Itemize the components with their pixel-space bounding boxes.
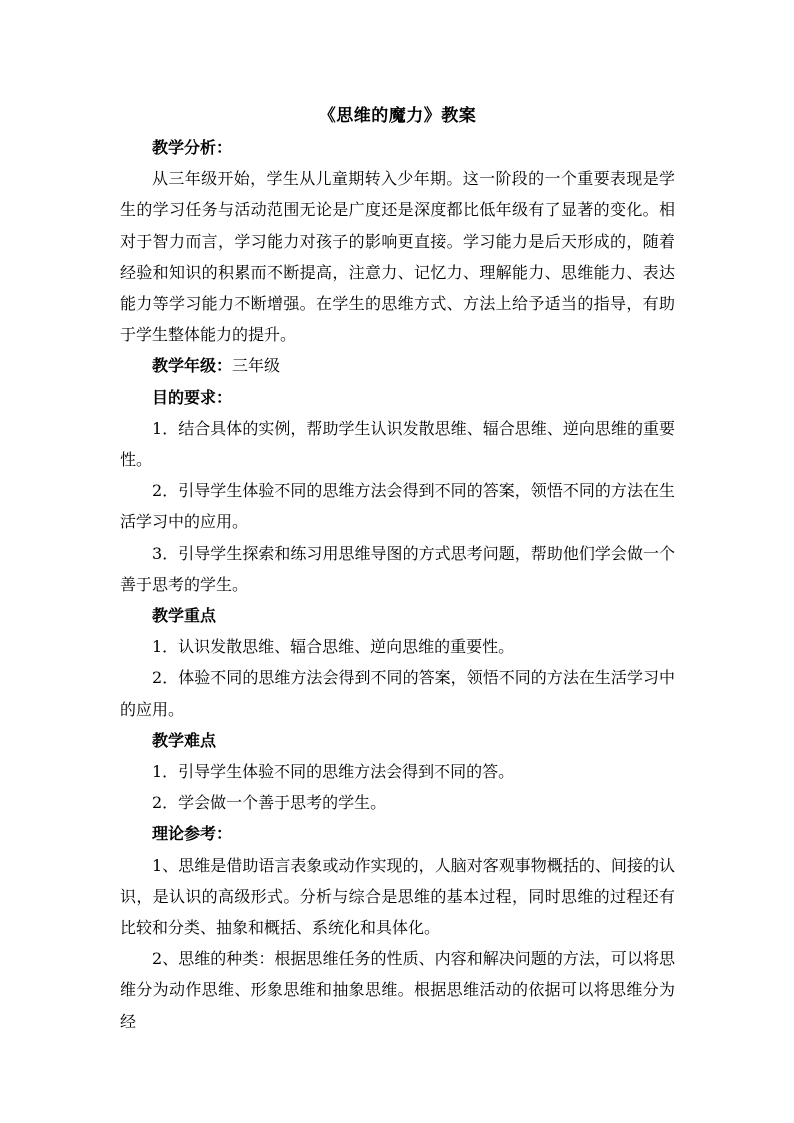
objective-item: 2．引导学生体验不同的思维方法会得到不同的答案，领悟不同的方法在生活学习中的应用。	[120, 481, 675, 532]
document-page	[120, 100, 675, 1037]
document-title: 《思维的魔力》教案	[318, 106, 477, 126]
difficulty-item: 1．引导学生体验不同的思维方法会得到不同的答。	[152, 762, 515, 782]
analysis-heading: 教学分析：	[152, 138, 233, 157]
objective-item: 3．引导学生探索和练习用思维导图的方式思考问题，帮助他们学会做一个善于思考的学生。	[120, 543, 675, 594]
difficulty-item: 2．学会做一个善于思考的学生。	[152, 793, 387, 813]
theory-heading: 理论参考：	[152, 824, 233, 844]
key-point-item: 1．认识发散思维、辐合思维、逆向思维的重要性。	[152, 637, 515, 657]
analysis-paragraph: 从三年级开始，学生从儿童期转入少年期。这一阶段的一个重要表现是学生的学习任务与活动范围无论是广度还是深度都比低年级有了显著的变化。相对于智力而言，学习能力对孩子的影响更直接。学习能力是后天形成的，随着经验和知识的积累而不断提高，注意力、记忆力、理解能力、思维能力、表达能力等学习能力不断增强。在学生的思维方式、方法上给予适当的指导，有助于学生整体能力的提升。	[120, 169, 675, 345]
grade-label: 教学年级：	[152, 356, 233, 376]
theory-item: 1、思维是借助语言表象或动作实现的，人脑对客观事物概括的、间接的认识，是认识的高级形式。分析与综合是思维的基本过程，同时思维的过程还有比较和分类、抽象和概括、系统化和具体化。	[120, 855, 675, 938]
difficulties-heading: 教学难点	[152, 730, 217, 750]
key-points-heading: 教学重点	[152, 606, 217, 626]
grade-line	[120, 350, 675, 381]
grade-value: 三年级	[232, 356, 281, 376]
theory-item: 2、思维的种类：根据思维任务的性质、内容和解决问题的方法，可以将思维分为动作思维、形象思维和抽象思维。根据思维活动的依据可以将思维分为经	[120, 949, 675, 1031]
key-point-item: 2．体验不同的思维方法会得到不同的答案，领悟不同的方法在生活学习中的应用。	[120, 668, 675, 719]
objective-item: 1．结合具体的实例，帮助学生认识发散思维、辐合思维、逆向思维的重要性。	[120, 418, 675, 470]
objectives-heading: 目的要求：	[152, 387, 233, 407]
